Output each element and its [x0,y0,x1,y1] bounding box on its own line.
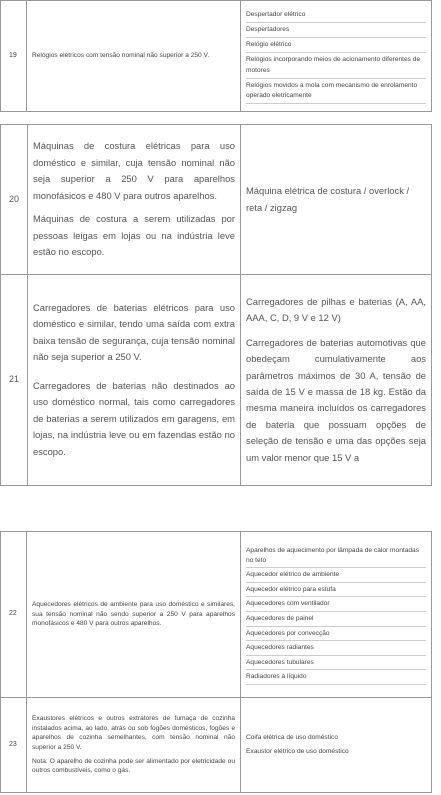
row-description: Relógios elétricos com tensão nominal não superior a 250 V. [27,1,241,112]
table-row [1,532,432,698]
description-paragraph: Exaustores elétricos e outros extratores de fumaça de cozinha instalados acima, ao lado, atrás ou sob fogões domésticos, fogões e aparelhos de cozinha semelhantes, com tensão nominal não superior a 250 V. [32,715,235,751]
table-row-19-table [0,0,432,112]
description-paragraph: Máquinas de costura a serem utilizadas por pessoas leigas em lojas ou na indústria leve estão no escopo. [33,213,235,258]
list-item: Aquecedores tubulares [246,656,426,671]
list-item: Aquecedores por convecção [246,627,426,642]
description-paragraph: Nota: O aparelho de cozinha pode ser alimentado por eletricidade ou outros combustíveis, como o gás. [32,757,235,775]
list-item: Despertador elétrico [246,8,426,23]
description-paragraph: Carregadores de baterias elétricos para uso doméstico e similar, tendo uma saída com extra baixa tensão de segurança, cuja tensão nominal não seja superior a 250 V. [33,301,235,363]
row-number: 20 [1,125,28,275]
list-item: Aquecedores de painel [246,612,426,627]
table-row [1,275,432,486]
list-item: Relógio elétrico [246,38,426,53]
row-number: 22 [1,532,27,698]
list-item: Radiadores à líquido [246,670,426,685]
list-item: Relógios movidos a mola com mecanismo de enrolamento operado eletricamente [246,79,426,104]
list-item: Aquecedores radiantes [246,641,426,656]
row-description [27,698,241,793]
list-item: Aquecedor elétrico de ambiente [246,568,426,583]
list-item: Aquecedores com ventilador [246,597,426,612]
description-paragraph: Máquinas de costura elétricas para uso doméstico e similar, cuja tensão nominal não seja superior a 250 V para aparelhos monofásicos e 480 V para outros aparelhos. [33,140,235,201]
table-row [1,125,432,275]
row-number: 21 [1,275,28,486]
table-block-2 [0,124,432,486]
list-item: Relógios incorporando meios de acionamento diferentes de motores [246,53,426,78]
table-block-3 [0,531,432,793]
row-products [241,532,432,698]
row-products [241,275,432,486]
row-number: 23 [1,698,27,793]
row-products [241,698,432,793]
table-row [1,698,432,793]
table-rows-22-23 [0,531,432,793]
description-paragraph: Carregadores de baterias não destinados ao uso doméstico normal, tais como carregadores de baterias a serem utilizados em garagens, em lojas, na indústria leve ou em fazendas estão no escopo. [33,379,235,457]
table-rows-20-21 [0,124,432,486]
list-item: Despertadores [246,23,426,38]
row-products: Máquina elétrica de costura / overlock / reta / zigzag [241,125,432,275]
row-number: 19 [1,1,27,112]
product-paragraph: Carregadores de baterias automotivas que obedeçam cumulativamente aos parâmetros máximos de 30 A, tensão de saída de 15 V e massa de 18 kg. Estão da mesma maneira incluídos os carregadores de bateria que possuam opções de seleção de tensão e uma das opções seja um valor menor que 15 V a [246,336,426,463]
row-description: Aquecedores elétricos de ambiente para uso doméstico e similares, sua tensão nominal não sendo superior a 250 V para aparelhos monofásicos e 480 V para outros aparelhos. [27,532,241,698]
list-item: Aquecedor elétrico para estufa [246,583,426,598]
table-block-1 [0,0,432,112]
row-description [28,125,241,275]
list-item: Exaustor elétrico de uso doméstico [246,748,349,755]
list-item: Aparelhos de aquecimento por lâmpada de calor montadas no teto [246,544,426,568]
product-paragraph: Carregadores de pilhas e baterias (A, AA, AAA, C, D, 9 V e 12 V) [246,295,426,324]
row-description [28,275,241,486]
table-row [1,1,432,112]
row-products [241,1,432,112]
list-item: Coifa elétrica de uso doméstico [246,734,338,742]
